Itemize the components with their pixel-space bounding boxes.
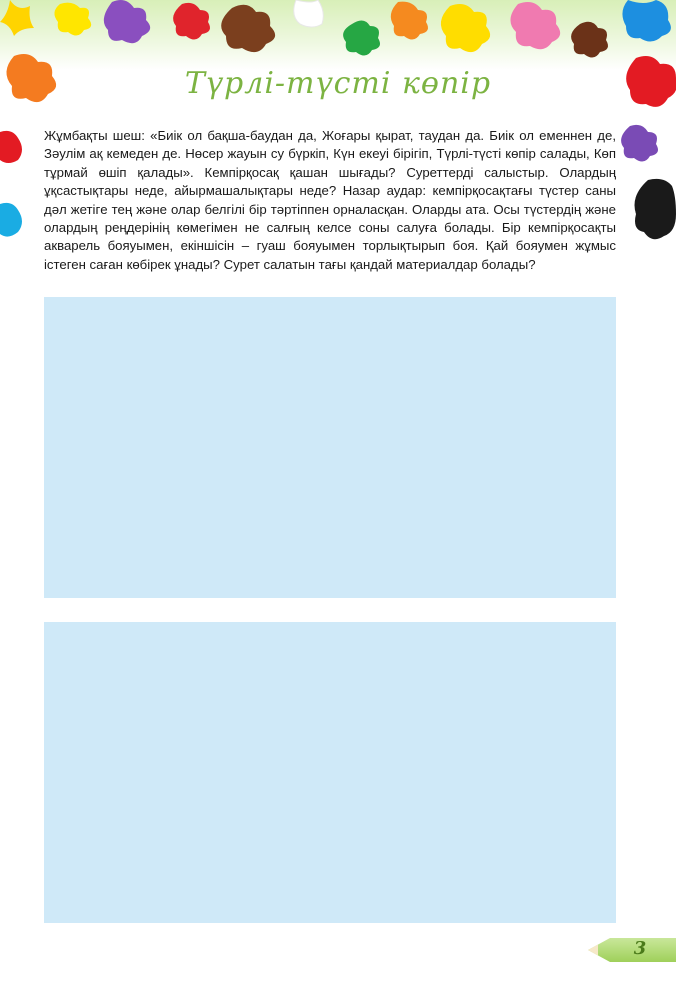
sky-background bbox=[44, 297, 616, 598]
rainbow-right-colored bbox=[44, 622, 616, 923]
purple-splat-icon bbox=[621, 125, 658, 162]
orange-splat-icon bbox=[391, 2, 428, 40]
blue-splat-icon bbox=[622, 0, 670, 42]
yellow-splat-icon bbox=[0, 0, 34, 36]
sky-background bbox=[44, 622, 616, 923]
brown-splat-icon bbox=[221, 5, 275, 52]
page-number: 3 bbox=[633, 938, 647, 959]
purple-splat-icon bbox=[104, 0, 150, 43]
white-splat-icon bbox=[294, 0, 324, 27]
pink-splat-icon bbox=[510, 2, 560, 49]
brown-splat-icon bbox=[571, 22, 608, 58]
rainbow-left-colored bbox=[44, 297, 616, 598]
blue-splat-icon bbox=[0, 203, 22, 237]
red-splat-icon bbox=[173, 3, 210, 40]
page-title: Түрлі-түсті көпір bbox=[184, 66, 492, 101]
black-splat-icon bbox=[635, 179, 676, 239]
yellow-splat-icon bbox=[441, 4, 490, 52]
yellow-splat-icon bbox=[54, 3, 91, 36]
green-splat-icon bbox=[343, 20, 380, 55]
red-splat-icon bbox=[0, 131, 22, 163]
task-paragraph: Жұмбақты шеш: «Биік ол бақша-баудан да, Жоғары қырат, таудан да. Биік ол еменнен де, Зәулім ақ кемеден де. Нөсер жауын су бүркіп, Күн екеуі бірігіп, Түрлі-түсті көпір салады, Көп тұрмай өшіп қалады». Кемпірқосақ қашан шығады? Суреттерді салыстыр. Олардың ұқсастықтары неде, айырмашалықтары неде? Назар аудар: кемпірқосақтағы түстер саны дәл жетігe тең және олар белгілі бір тәртіппен орналасқан. Оларды ата. Осы түстердің және олардың реңдерінің көмегімен не салғың келсе соны салуға болады. Бір кемпірқосақты акварель бояуымен, екіншісін – гуаш бояуымен торлықтырып боя. Қай бояумен жұмыс істеген саған көбірек ұнады? Сурет салатын тағы қандай материалдар болады? bbox=[44, 128, 616, 272]
